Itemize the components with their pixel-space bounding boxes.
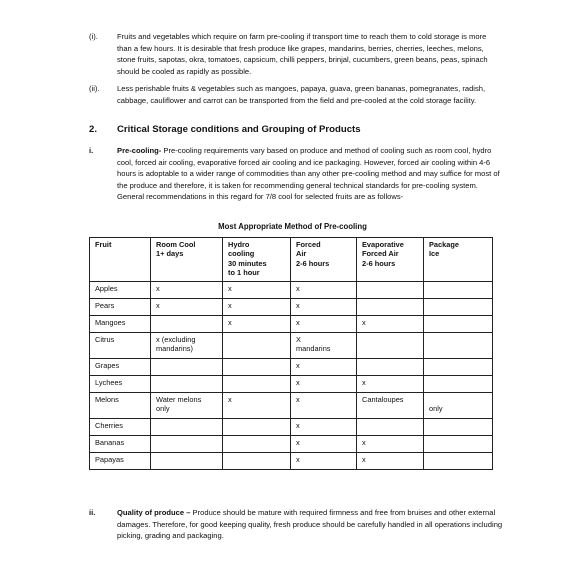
fruit-name-cell: Cherries bbox=[90, 419, 151, 436]
fruit-name-cell: Lychees bbox=[90, 376, 151, 393]
method-cell bbox=[223, 333, 291, 359]
method-cell bbox=[424, 453, 493, 470]
method-cell bbox=[424, 333, 493, 359]
quality-lead: Quality of produce – bbox=[117, 508, 191, 517]
method-cell bbox=[357, 282, 424, 299]
precooling-lead: Pre-cooling- bbox=[117, 146, 162, 155]
method-cell bbox=[151, 419, 223, 436]
header-room-cool: Room Cool 1+ days bbox=[151, 238, 223, 282]
fruit-name-cell: Papayas bbox=[90, 453, 151, 470]
method-cell: x bbox=[291, 453, 357, 470]
method-cell: x bbox=[151, 299, 223, 316]
method-cell: x bbox=[357, 453, 424, 470]
method-cell bbox=[151, 376, 223, 393]
quality-text: Produce should be mature with required firmness and free from bruises and other external damages. Therefore, for good keeping quality, fresh produce should be carefully handled in all operations including picking, grading and packaging. bbox=[117, 508, 503, 541]
method-cell bbox=[151, 453, 223, 470]
method-cell: only bbox=[424, 393, 493, 419]
method-cell bbox=[223, 453, 291, 470]
table-body bbox=[90, 282, 493, 470]
method-cell bbox=[223, 419, 291, 436]
precooling-table bbox=[89, 237, 493, 470]
method-cell bbox=[424, 316, 493, 333]
precooling-paragraph bbox=[117, 145, 503, 203]
method-cell: x bbox=[357, 316, 424, 333]
list-marker-ii: (ii). bbox=[89, 84, 100, 93]
table-row bbox=[90, 453, 493, 470]
table-row bbox=[90, 333, 493, 359]
fruit-name-cell: Bananas bbox=[90, 436, 151, 453]
method-cell bbox=[357, 419, 424, 436]
method-cell bbox=[151, 436, 223, 453]
method-cell: x bbox=[357, 376, 424, 393]
method-cell: x bbox=[357, 436, 424, 453]
list-item-i-text: Fruits and vegetables which require on farm pre-cooling if transport time to reach them to cold storage is more than a few hours. It is desirable that fresh produce like grapes, mandarins, berries, cherries, leeches, melons, stone fruits, sapotas, okra, tomatoes, capsicum, chilli peppers, brinjal, cucumbers, green beans, peas, spinach should be cooled as rapidly as possible. bbox=[117, 32, 488, 76]
method-cell bbox=[424, 282, 493, 299]
header-forced-air: Forced Air 2-6 hours bbox=[291, 238, 357, 282]
method-cell bbox=[223, 436, 291, 453]
fruit-name-cell: Grapes bbox=[90, 359, 151, 376]
method-cell: Cantaloupes bbox=[357, 393, 424, 419]
table-row bbox=[90, 299, 493, 316]
method-cell: x bbox=[223, 393, 291, 419]
quality-marker: ii. bbox=[89, 508, 96, 517]
fruit-name-cell: Melons bbox=[90, 393, 151, 419]
header-evaporative-forced-air: Evaporative Forced Air 2-6 hours bbox=[357, 238, 424, 282]
method-cell: x bbox=[291, 316, 357, 333]
table-header-row bbox=[90, 238, 493, 282]
table-row bbox=[90, 393, 493, 419]
table-row bbox=[90, 419, 493, 436]
method-cell: x bbox=[223, 282, 291, 299]
method-cell bbox=[424, 419, 493, 436]
table-row bbox=[90, 436, 493, 453]
method-cell bbox=[357, 359, 424, 376]
method-cell: x bbox=[291, 299, 357, 316]
quality-paragraph bbox=[117, 507, 503, 542]
method-cell bbox=[151, 359, 223, 376]
method-cell: X mandarins bbox=[291, 333, 357, 359]
table-row bbox=[90, 376, 493, 393]
method-cell: x bbox=[291, 282, 357, 299]
method-cell bbox=[424, 436, 493, 453]
method-cell: x bbox=[151, 282, 223, 299]
fruit-name-cell: Pears bbox=[90, 299, 151, 316]
method-cell: x (excluding mandarins) bbox=[151, 333, 223, 359]
fruit-name-cell: Citrus bbox=[90, 333, 151, 359]
method-cell: x bbox=[291, 359, 357, 376]
method-cell bbox=[357, 333, 424, 359]
section-title: Critical Storage conditions and Grouping of Products bbox=[117, 124, 361, 135]
method-cell: x bbox=[291, 376, 357, 393]
header-package-ice: Package Ice bbox=[424, 238, 493, 282]
method-cell bbox=[357, 299, 424, 316]
method-cell bbox=[424, 359, 493, 376]
method-cell bbox=[223, 376, 291, 393]
method-cell bbox=[223, 359, 291, 376]
table-row bbox=[90, 282, 493, 299]
method-cell bbox=[151, 316, 223, 333]
method-cell bbox=[424, 299, 493, 316]
section-number: 2. bbox=[89, 124, 98, 135]
table-row bbox=[90, 359, 493, 376]
precooling-text: Pre-cooling requirements vary based on produce and method of cooling such as room cool, hydro cool, forced air cooling, evaporative forced air cooling and ice packaging. However, forced air cooling within 4-6 hours is adoptable to a wider range of commodities than any other pre-cooling method and may suffice for most of the produce and therefore, it is taken for recommending general technical standards for pre-cooling system. General recommendations in this regard for 7/8 cool for selected fruits are as follows- bbox=[117, 146, 500, 202]
method-cell bbox=[424, 376, 493, 393]
method-cell: x bbox=[291, 393, 357, 419]
list-item-ii-text: Less perishable fruits & vegetables such as mangoes, papaya, guava, green bananas, pomegranates, radish, cabbage, cauliflower and carrot can be transported from the field and pre-cooled at the cold storage facility. bbox=[117, 84, 486, 105]
method-cell: Water melons only bbox=[151, 393, 223, 419]
table-row bbox=[90, 316, 493, 333]
precooling-marker: i. bbox=[89, 146, 94, 155]
header-hydro-cooling: Hydro cooling 30 minutes to 1 hour bbox=[223, 238, 291, 282]
fruit-name-cell: Apples bbox=[90, 282, 151, 299]
method-cell: x bbox=[223, 299, 291, 316]
header-fruit: Fruit bbox=[90, 238, 151, 282]
table-title: Most Appropriate Method of Pre-cooling bbox=[218, 222, 367, 231]
fruit-name-cell: Mangoes bbox=[90, 316, 151, 333]
list-marker-i: (i). bbox=[89, 32, 98, 41]
method-cell: x bbox=[291, 419, 357, 436]
method-cell: x bbox=[223, 316, 291, 333]
method-cell: x bbox=[291, 436, 357, 453]
